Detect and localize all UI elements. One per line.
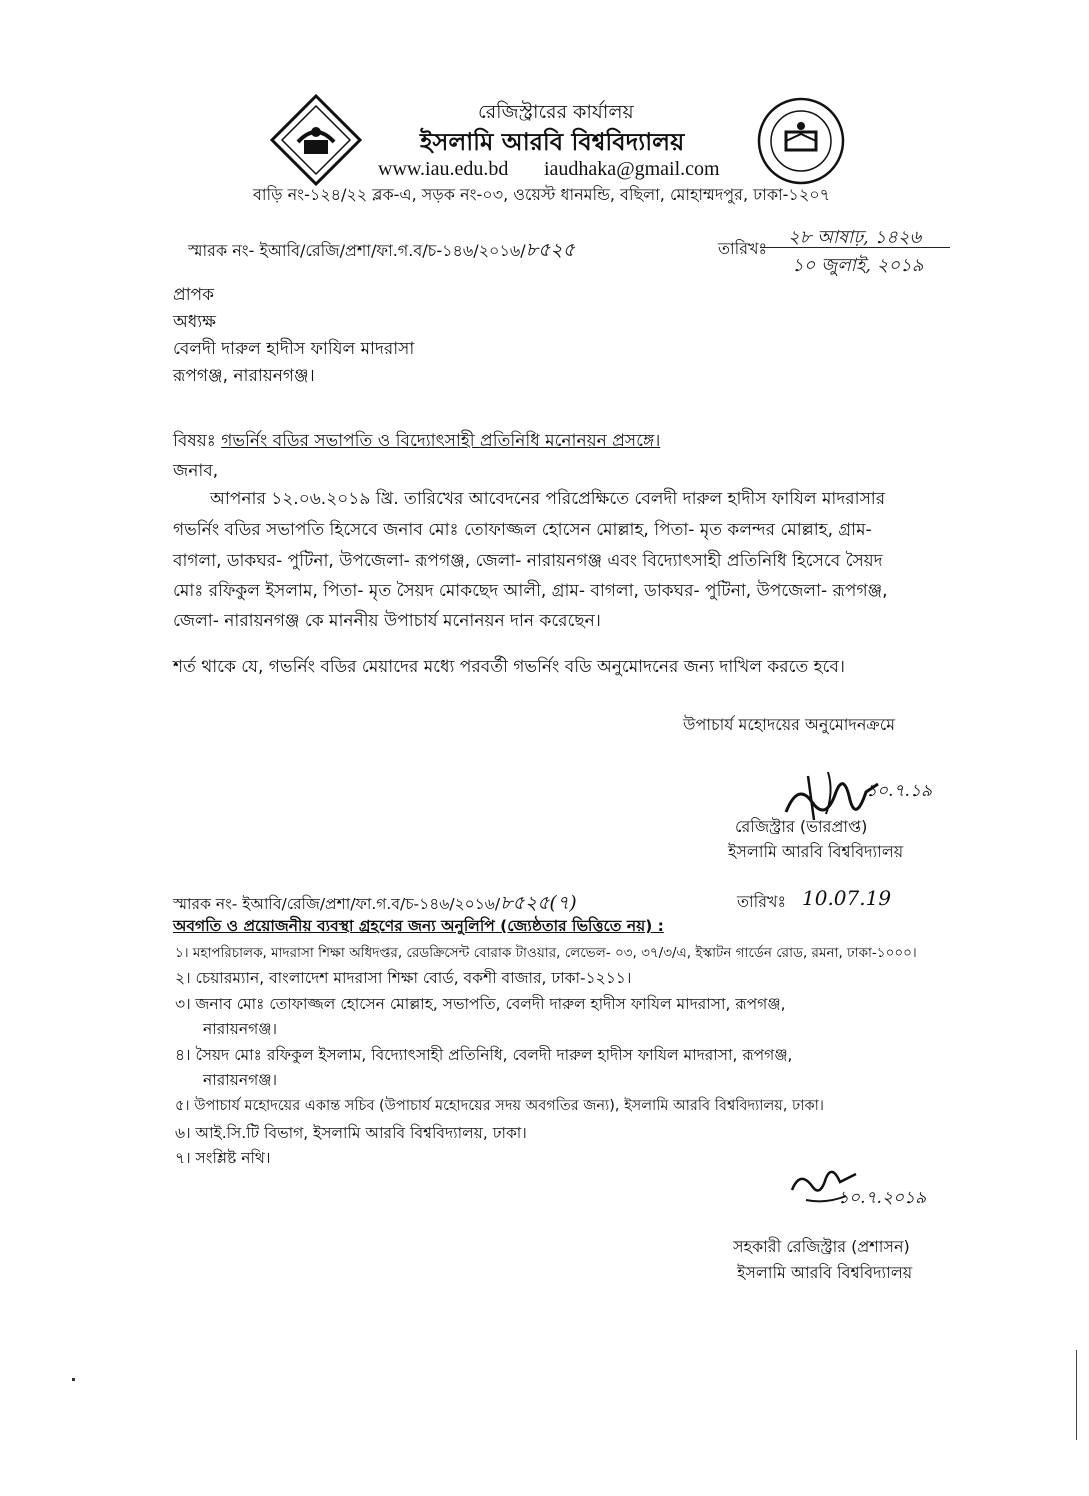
registrar-office-title: রেজিস্ট্রারের কার্যালয় xyxy=(478,101,634,123)
subject-text: গভর্নিং বডির সভাপতি ও বিদ্যোৎসাহী প্রতিনিধি মনোনয়ন প্রসঙ্গে। xyxy=(221,431,661,451)
university-name: ইসলামি আরবি বিশ্ববিদ্যালয় xyxy=(420,128,685,156)
paragraph-line: বাগলা, ডাকঘর- পুটিনা, উপজেলা- রূপগঞ্জ, জেলা- নারায়নগঞ্জ এবং বিদ্যোৎসাহী প্রতিনিধি হিসেবে সৈয়দ xyxy=(173,551,883,571)
paragraph-line: জেলা- নারায়নগঞ্জ কে মাননীয় উপাচার্য মনোনয়ন দান করেছেন। xyxy=(173,611,601,631)
university-seal-right xyxy=(756,96,846,186)
paragraph-line: গভর্নিং বডির সভাপতি হিসেবে জনাব মোঃ তোফাজ্জল হোসেন মোল্লাহ, পিতা- মৃত কলন্দর মোল্লাহ, গ্রাম- xyxy=(173,520,872,540)
memo-date-bangla-handwritten: ২৮ আষাঢ়, ১৪২৬ xyxy=(788,227,922,248)
assistant-registrar-org: ইসলামি আরবি বিশ্ববিদ্যালয় xyxy=(737,1263,913,1282)
cc-item: ৩। জনাব মোঃ তোফাজ্জল হোসেন মোল্লাহ, সভাপতি, বেলদী দারুল হাদীস ফাযিল মাদরাসা, রূপগঞ্জ, xyxy=(175,995,786,1013)
assistant-registrar-signature-date: ১০.৭.২০১৯ xyxy=(838,1188,927,1208)
memo-ref-number-handwritten: ৮৫২৫ xyxy=(525,239,575,261)
subject xyxy=(173,428,660,456)
memo-reference xyxy=(188,236,575,268)
registrar-title: রেজিস্ট্রার (ভারপ্রাপ্ত) xyxy=(735,817,868,836)
copy-ref-label: স্মারক নং- ইআবি/রেজি/প্রশা/ফা.গ.ব/চ-১৪৬/২০১৬/ xyxy=(173,895,501,913)
university-address: বাড়ি নং-১২৪/২২ ব্লক-এ, সড়ক নং-০৩, ওয়েস্ট ধানমন্ডি, বছিলা, মোহাম্মদপুর, ঢাকা-১২০৭ xyxy=(253,185,831,204)
subject-label: বিষয়ঃ xyxy=(173,431,216,451)
date-strike-line xyxy=(760,247,950,248)
cc-item: ৪। সৈয়দ মোঃ রফিকুল ইসলাম, বিদ্যোৎসাহী প্রতিনিধি, বেলদী দারুল হাদীস ফাযিল মাদরাসা, রূপগঞ্জ, xyxy=(175,1046,793,1064)
cc-item: ৬। আই.সি.টি বিভাগ, ইসলামি আরবি বিশ্ববিদ্যালয়, ঢাকা। xyxy=(175,1124,527,1142)
salutation: জনাব, xyxy=(173,461,219,481)
cc-item: ৭। সংশ্লিষ্ট নথি। xyxy=(175,1149,271,1167)
university-website: www.iau.edu.bd xyxy=(378,158,509,180)
copy-date-handwritten: 10.07.19 xyxy=(802,886,892,910)
paragraph-line: মোঃ রফিকুল ইসলাম, পিতা- মৃত সৈয়দ মোকছেদ আলী, গ্রাম- বাগলা, ডাকঘর- পুটিনা, উপজেলা- রূপগঞ্জ, xyxy=(173,581,888,601)
recipient-line: প্রাপক xyxy=(173,285,215,305)
recipient-line: রূপগঞ্জ, নারায়নগঞ্জ। xyxy=(173,366,315,386)
registrar-signature-date: ১০.৭.১৯ xyxy=(866,781,933,801)
copy-date-label: তারিখঃ xyxy=(737,892,787,911)
copy-heading: অবগতি ও প্রয়োজনীয় ব্যবস্থা গ্রহণের জন্য অনুলিপি (জ্যেষ্ঠতার ভিত্তিতে নয়) : xyxy=(173,917,664,935)
scan-edge-mark xyxy=(1076,1350,1077,1440)
memo-date-label: তারিখঃ xyxy=(718,239,768,258)
condition-text: শর্ত থাকে যে, গভর্নিং বডির মেয়াদের মধ্যে পরবর্তী গভর্নিং বডি অনুমোদনের জন্য দাখিল করতে হবে। xyxy=(173,657,845,677)
cc-item: ৫। উপাচার্য মহোদয়ের একান্ত সচিব (উপাচার্য মহোদয়ের সদয় অবগতির জন্য), ইসলামি আরবি বিশ্ববিদ্যালয়, ঢাকা। xyxy=(175,1098,824,1114)
assistant-registrar-title: সহকারী রেজিস্ট্রার (প্রশাসন) xyxy=(733,1237,910,1256)
cc-item-cont: নারায়নগঞ্জ। xyxy=(203,1071,278,1089)
recipient-line: অধ্যক্ষ xyxy=(173,312,216,332)
registrar-org: ইসলামি আরবি বিশ্ববিদ্যালয় xyxy=(728,842,904,861)
university-logo-left xyxy=(268,92,364,188)
approval-note: উপাচার্য মহোদয়ের অনুমোদনক্রমে xyxy=(683,715,896,734)
cc-item-cont: নারায়নগঞ্জ। xyxy=(203,1020,278,1038)
copy-ref-number-handwritten: ৮৫২৫(৭) xyxy=(500,892,577,914)
cc-item: ১। মহাপরিচালক, মাদরাসা শিক্ষা অধিদপ্তর, রেডক্রিসেন্ট বোরাক টাওয়ার, লেভেল- ০৩, ৩৭/৩/এ, ইস্কাটন গার্ডেন রোড, রমনা, ঢাকা-১০০০। xyxy=(175,945,917,961)
recipient-line: বেলদী দারুল হাদীস ফাযিল মাদরাসা xyxy=(173,339,415,359)
memo-ref-label: স্মারক নং- ইআবি/রেজি/প্রশা/ফা.গ.ব/চ-১৪৬/২০১৬/ xyxy=(188,241,526,260)
paragraph-line: আপনার ১২.০৬.২০১৯ খ্রি. তারিখের আবেদনের পরিপ্রেক্ষিতে বেলদী দারুল হাদীস ফাযিল মাদরাসার xyxy=(210,489,886,509)
university-email: iaudhaka@gmail.com xyxy=(544,158,720,180)
scan-speck xyxy=(72,1378,75,1381)
memo-date-english-handwritten: ১০ জুলাই, ২০১৯ xyxy=(792,255,924,276)
cc-item: ২। চেয়ারম্যান, বাংলাদেশ মাদরাসা শিক্ষা বোর্ড, বকশী বাজার, ঢাকা-১২১১। xyxy=(175,969,632,987)
